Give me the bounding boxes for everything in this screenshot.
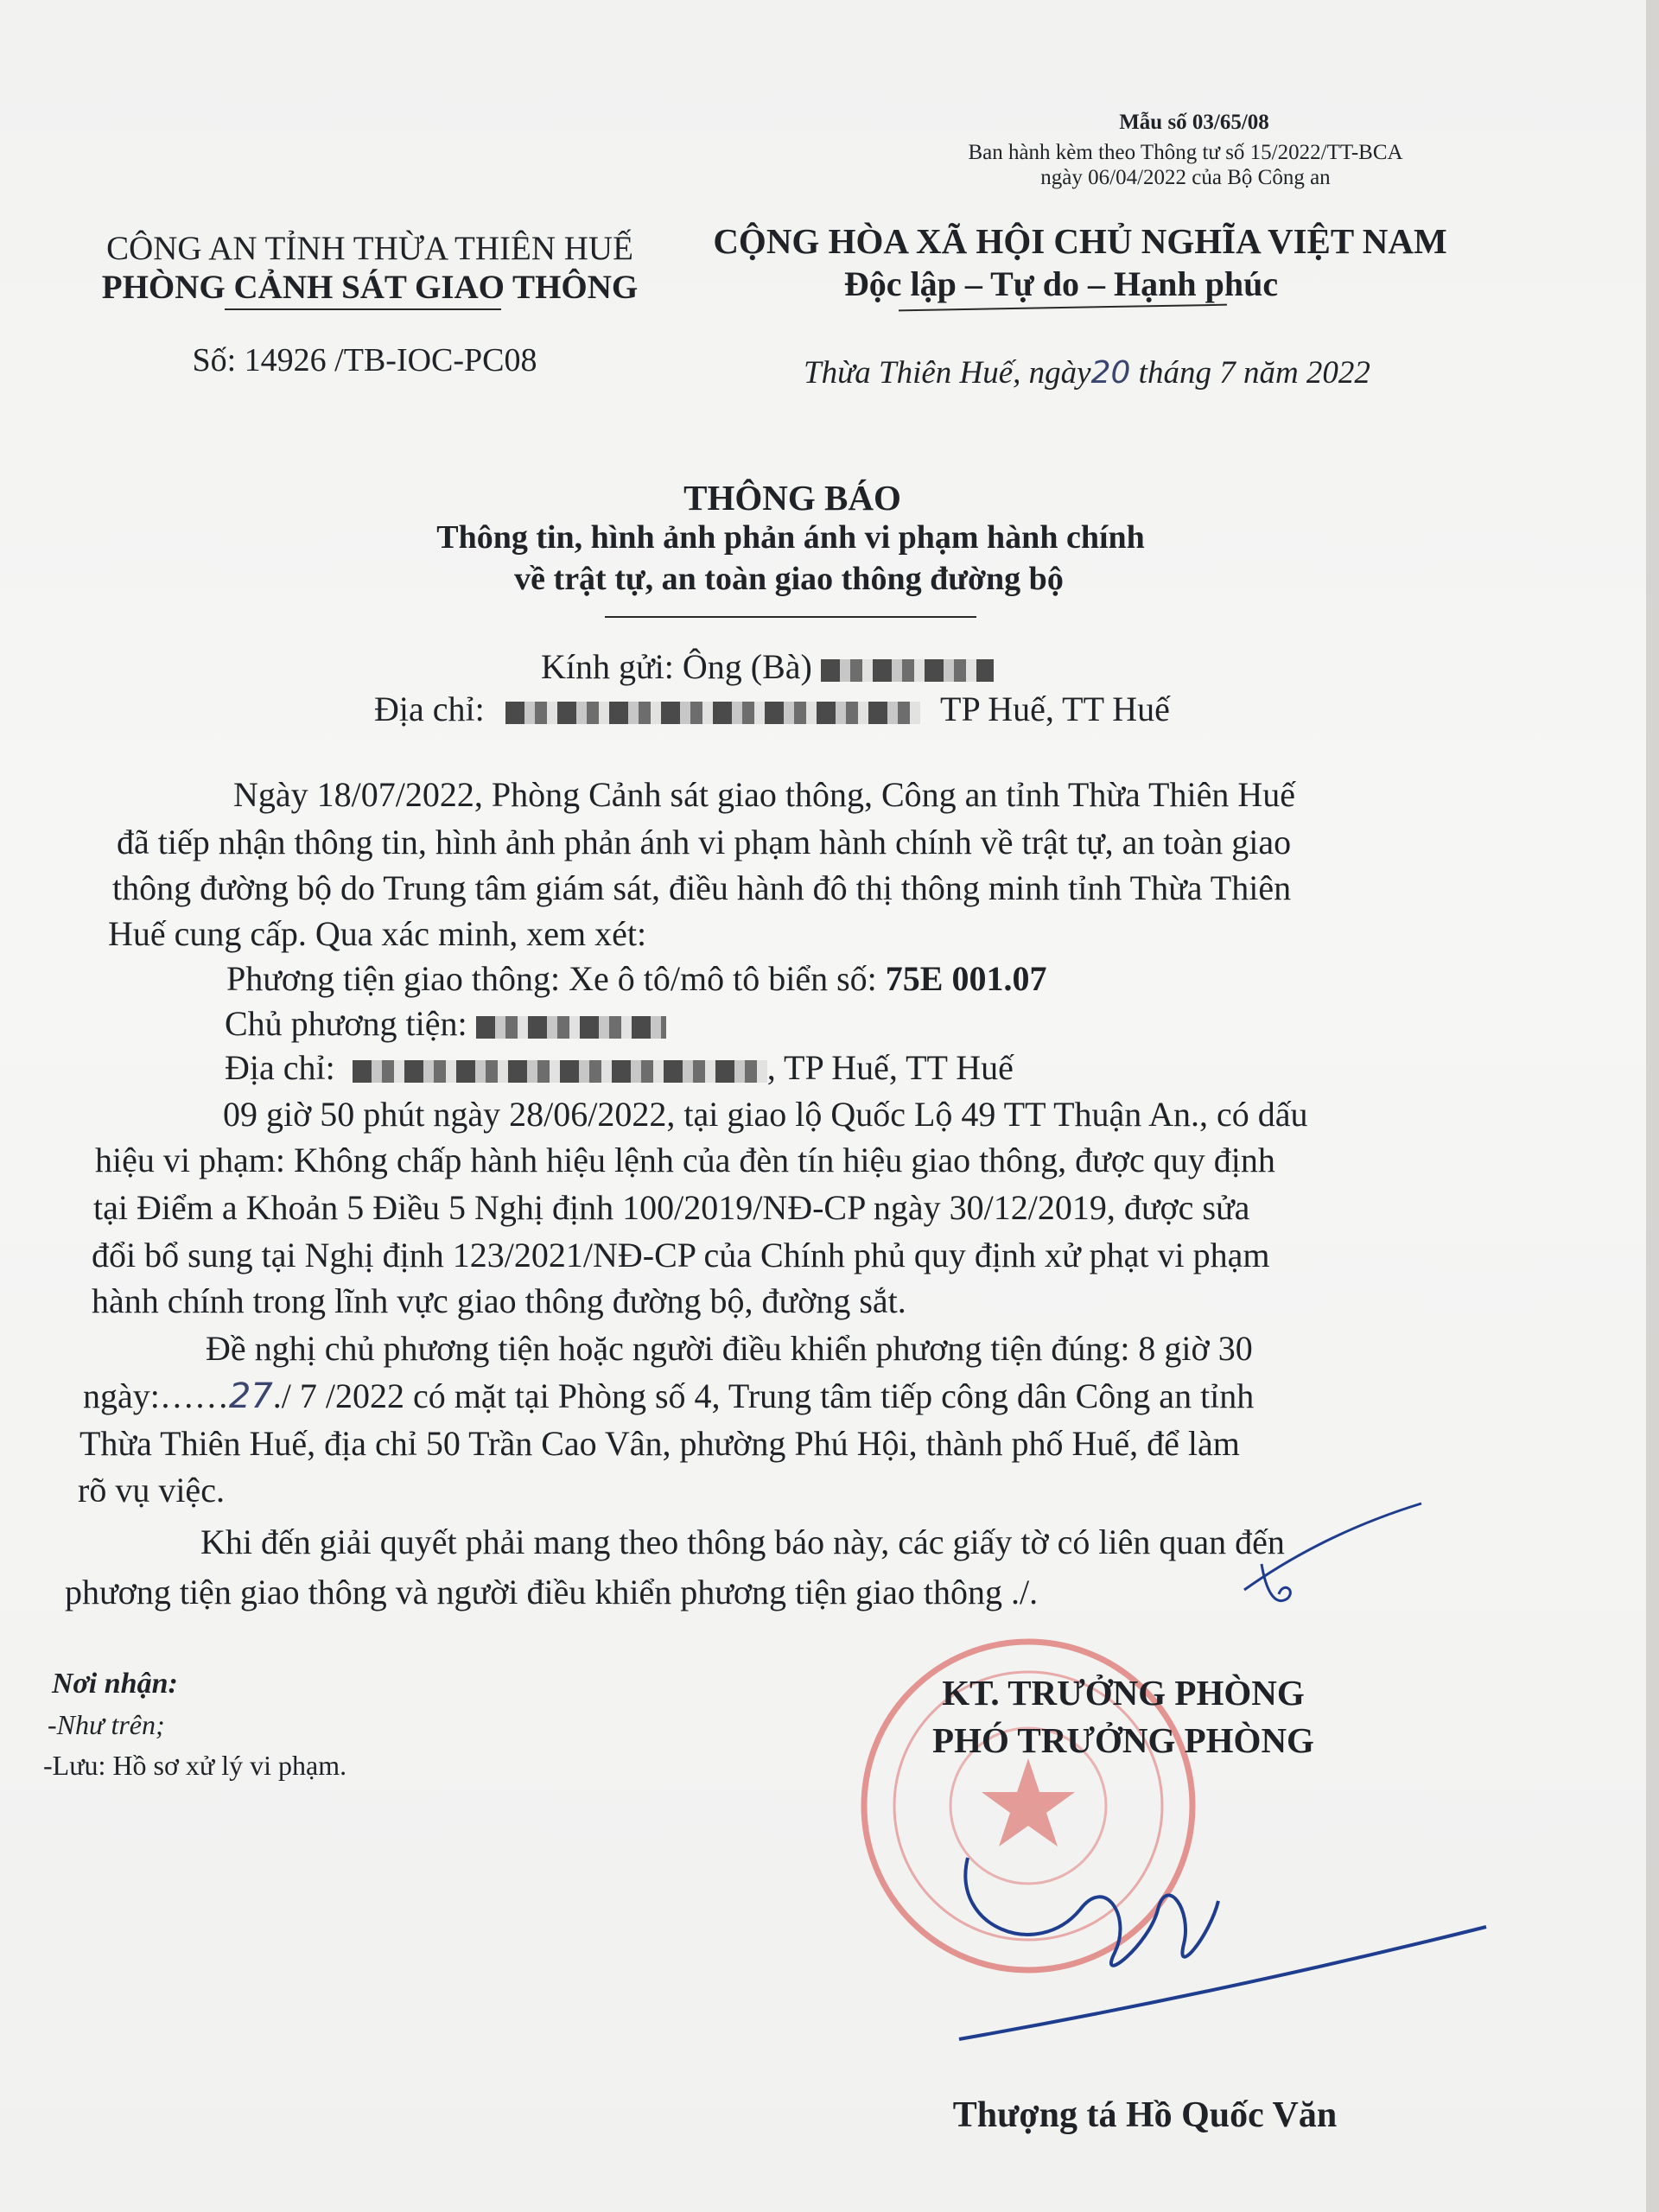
signature-title-2: PHÓ TRƯỞNG PHÒNG xyxy=(932,1720,1314,1760)
body-line: đã tiếp nhận thông tin, hình ảnh phản ánh vi phạm hành chính về trật tự, an toàn giao xyxy=(117,823,1292,861)
owner-address-label: Địa chỉ: xyxy=(225,1048,335,1087)
document-number: Số: 14926 /TB-IOC-PC08 xyxy=(192,342,537,378)
owner-address-line xyxy=(225,1044,1014,1091)
notice-subtitle-2: về trật tự, an toàn giao thông đường bộ xyxy=(514,561,1064,597)
appointment-prefix: ngày:…… xyxy=(83,1376,229,1415)
state-name: CỘNG HÒA XÃ HỘI CHỦ NGHĨA VIỆT NAM xyxy=(713,221,1447,261)
body-line: Ngày 18/07/2022, Phòng Cảnh sát giao thông, Công an tỉnh Thừa Thiên Huế xyxy=(233,775,1295,814)
signature-title-1: KT. TRƯỞNG PHÒNG xyxy=(942,1673,1305,1713)
body-line: Khi đến giải quyết phải mang theo thông báo này, các giấy tờ có liên quan đến xyxy=(200,1522,1285,1561)
body-line: thông đường bộ do Trung tâm giám sát, điều hành đô thị thông minh tỉnh Thừa Thiên xyxy=(112,868,1292,907)
agency-underline xyxy=(225,308,501,310)
address-tail: TP Huế, TT Huế xyxy=(940,690,1170,728)
date-rest: tháng 7 năm 2022 xyxy=(1138,355,1370,391)
redacted-name xyxy=(821,659,994,682)
owner-line xyxy=(225,1000,666,1047)
signer-name: Thượng tá Hồ Quốc Văn xyxy=(952,2095,1338,2135)
state-motto: Độc lập – Tự do – Hạnh phúc xyxy=(843,264,1279,303)
recipients-heading: Nơi nhận: xyxy=(52,1668,178,1700)
redacted-address xyxy=(505,702,920,724)
appointment-rest: ./ 7 /2022 có mặt tại Phòng số 4, Trung tâm tiếp công dân Công an tỉnh xyxy=(272,1376,1255,1415)
form-issued-line1: Ban hành kèm theo Thông tư số 15/2022/TT-BCA xyxy=(968,141,1403,164)
appointment-day-handwritten: 27 xyxy=(228,1376,273,1416)
redacted-owner xyxy=(476,1016,666,1039)
vehicle-line xyxy=(226,955,1046,1002)
recipient-address xyxy=(374,689,1170,729)
owner-label: Chủ phương tiện: xyxy=(225,1004,467,1043)
body-line: Huế cung cấp. Qua xác minh, xem xét: xyxy=(108,914,647,953)
vehicle-label: Phương tiện giao thông: Xe ô tô/mô tô biển số: xyxy=(226,959,877,998)
agency-name: CÔNG AN TỈNH THỪA THIÊN HUẾ xyxy=(106,230,633,267)
title-underline xyxy=(605,616,976,618)
pen-mark xyxy=(1236,1486,1426,1624)
greeting-label: Kính gửi: Ông (Bà) xyxy=(541,647,812,686)
body-line: đổi bổ sung tại Nghị định 123/2021/NĐ-CP của Chính phủ quy định xử phạt vi phạm xyxy=(92,1236,1270,1274)
date-prefix: Thừa Thiên Huế, ngày xyxy=(804,355,1091,391)
body-line: Đề nghị chủ phương tiện hoặc người điều khiển phương tiện đúng: 8 giờ 30 xyxy=(206,1329,1253,1368)
issue-date xyxy=(804,354,1370,391)
motto-underline xyxy=(899,304,1227,312)
body-line: hành chính trong lĩnh vực giao thông đường bộ, đường sắt. xyxy=(92,1281,906,1320)
body-line: Thừa Thiên Huế, địa chỉ 50 Trần Cao Vân, phường Phú Hội, thành phố Huế, để làm xyxy=(79,1424,1240,1463)
body-line: rõ vụ việc. xyxy=(78,1471,225,1510)
recipient-greeting xyxy=(541,646,994,687)
form-number: Mẫu số 03/65/08 xyxy=(1119,111,1269,134)
address-label: Địa chỉ: xyxy=(374,690,485,728)
redacted-owner-address xyxy=(353,1060,767,1083)
appointment-line xyxy=(83,1372,1254,1421)
handwritten-signature xyxy=(933,1806,1503,2065)
body-line: phương tiện giao thông và người điều khiển phương tiện giao thông ./. xyxy=(65,1573,1039,1611)
recipients-item-2: -Lưu: Hồ sơ xử lý vi phạm. xyxy=(43,1750,347,1781)
body-line: tại Điểm a Khoản 5 Điều 5 Nghị định 100/2019/NĐ-CP ngày 30/12/2019, được sửa xyxy=(93,1188,1250,1227)
agency-department: PHÒNG CẢNH SÁT GIAO THÔNG xyxy=(101,269,639,306)
license-plate: 75E 001.07 xyxy=(885,959,1047,998)
recipients-item-1: -Như trên; xyxy=(48,1709,165,1740)
owner-address-tail: , TP Huế, TT Huế xyxy=(766,1048,1014,1087)
body-line: hiệu vi phạm: Không chấp hành hiệu lệnh của đèn tín hiệu giao thông, được quy định xyxy=(95,1141,1275,1179)
body-line: 09 giờ 50 phút ngày 28/06/2022, tại giao lộ Quốc Lộ 49 TT Thuận An., có dấu xyxy=(223,1095,1308,1134)
form-issued-line2: ngày 06/04/2022 của Bộ Công an xyxy=(1040,166,1331,189)
date-day-handwritten: 20 xyxy=(1090,355,1131,391)
notice-subtitle-1: Thông tin, hình ảnh phản ánh vi phạm hành chính xyxy=(436,519,1145,556)
notice-title: THÔNG BÁO xyxy=(683,478,901,518)
